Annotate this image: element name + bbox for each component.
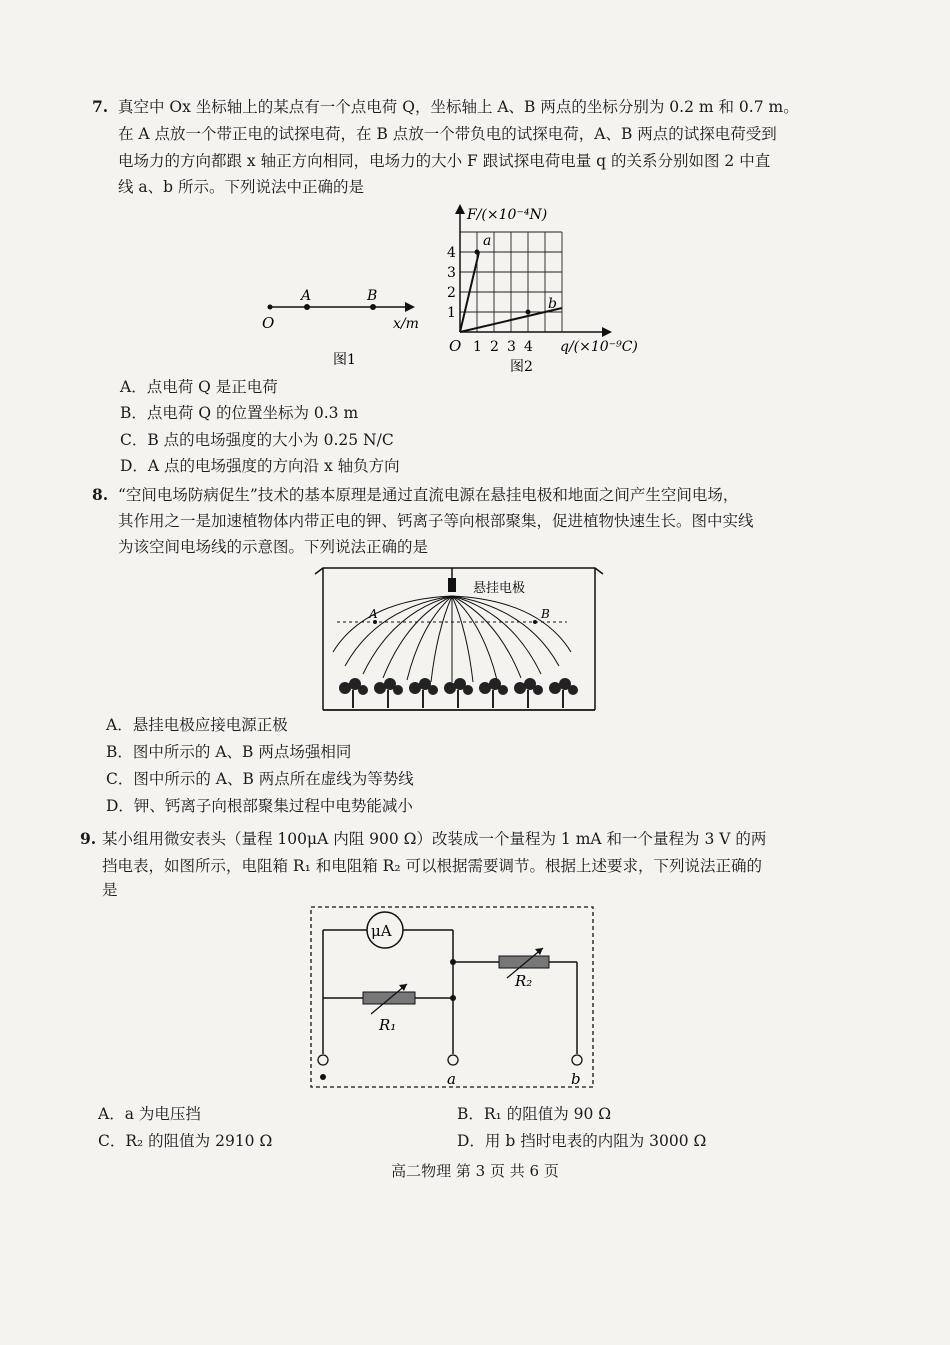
plants bbox=[339, 678, 578, 708]
q8-option-d: D．钾、钙离子向根部聚集过程中电势能减小 bbox=[106, 797, 413, 815]
fig2-caption: 图2 bbox=[510, 359, 533, 375]
ceiling bbox=[315, 568, 603, 574]
q8-number: 8. bbox=[92, 485, 109, 504]
point-a bbox=[304, 304, 310, 310]
label-b: B bbox=[367, 288, 378, 304]
fig1-caption: 图1 bbox=[333, 352, 356, 368]
line-a-point bbox=[475, 250, 480, 255]
q7-line-1: 真空中 Ox 坐标轴上的某点有一个点电荷 Q，坐标轴上 A、B 两点的坐标分别为 0.2 m 和 0.7 m。 bbox=[118, 98, 799, 116]
q9-option-c: C．R₂ 的阻值为 2910 Ω bbox=[98, 1132, 273, 1150]
q7-line-4: 线 a、b 所示。下列说法中正确的是 bbox=[118, 178, 365, 196]
x-tick-1: 1 bbox=[473, 339, 482, 355]
plant-icon bbox=[409, 678, 438, 708]
label-a: A bbox=[369, 607, 378, 621]
q7-number: 7. bbox=[92, 97, 109, 116]
q7-figure-2 bbox=[440, 200, 660, 378]
label-b: B bbox=[541, 607, 550, 621]
microammeter-label: μA bbox=[371, 922, 392, 940]
y-axis-label: F/(×10⁻⁴N) bbox=[467, 207, 548, 223]
q9-option-b: B．R₁ 的阻值为 90 Ω bbox=[457, 1105, 612, 1123]
plant-icon bbox=[339, 678, 368, 708]
y-tick-1: 1 bbox=[447, 305, 456, 321]
terminal-common bbox=[318, 1055, 328, 1065]
q8-line-2: 其作用之一是加速植物体内带正电的钾、钙离子等向根部聚集，促进植物快速生长。图中实线 bbox=[118, 512, 754, 530]
electrode bbox=[448, 578, 456, 592]
q7-option-b: B．点电荷 Q 的位置坐标为 0.3 m bbox=[120, 404, 359, 422]
electrode-label: 悬挂电极 bbox=[473, 581, 526, 596]
q9-option-d: D．用 b 挡时电表的内阻为 3000 Ω bbox=[457, 1132, 707, 1150]
label-a: A bbox=[301, 288, 312, 304]
line-b-label: b bbox=[548, 296, 557, 312]
q7-line-2: 在 A 点放一个带正电的试探电荷，在 B 点放一个带负电的试探电荷，A、B 两点的试探电荷受到 bbox=[118, 125, 777, 143]
q8-line-3: 为该空间电场线的示意图。下列说法正确的是 bbox=[118, 538, 429, 556]
plant-icon bbox=[444, 678, 473, 708]
point-o bbox=[268, 305, 273, 310]
y-tick-2: 2 bbox=[447, 285, 456, 301]
q-axis-arrow bbox=[602, 327, 612, 337]
terminal-b bbox=[572, 1055, 582, 1065]
q9-line-2: 挡电表，如图所示，电阻箱 R₁ 和电阻箱 R₂ 可以根据需要调节。根据上述要求，下列说法正确的 bbox=[102, 857, 762, 875]
line-b-point bbox=[526, 310, 531, 315]
point-b bbox=[533, 620, 537, 624]
x-axis-label: x/m bbox=[393, 316, 419, 332]
plant-icon bbox=[374, 678, 403, 708]
line-a-label: a bbox=[483, 233, 492, 249]
terminal-a-label: a bbox=[447, 1070, 456, 1088]
q9-line-3: 是 bbox=[102, 881, 118, 899]
q7-option-d: D．A 点的电场强度的方向沿 x 轴负方向 bbox=[120, 457, 400, 475]
grid bbox=[460, 232, 562, 332]
y-tick-3: 3 bbox=[447, 265, 456, 281]
q7-option-c: C．B 点的电场强度的大小为 0.25 N/C bbox=[120, 431, 394, 449]
x-axis-arrow bbox=[405, 302, 415, 312]
f-axis-arrow bbox=[455, 204, 465, 214]
q8-option-a: A．悬挂电极应接电源正极 bbox=[106, 716, 288, 734]
point-b bbox=[370, 304, 376, 310]
plant-icon bbox=[549, 678, 578, 708]
q9-number: 9. bbox=[80, 829, 97, 848]
origin-label: O bbox=[449, 337, 462, 355]
plant-icon bbox=[514, 678, 543, 708]
junction bbox=[450, 995, 456, 1001]
terminal-b-label: b bbox=[571, 1070, 581, 1088]
r1-label: R₁ bbox=[379, 1016, 397, 1034]
terminal-a bbox=[448, 1055, 458, 1065]
page-footer: 高二物理 第 3 页 共 6 页 bbox=[391, 1162, 559, 1180]
q7-figure-1 bbox=[255, 280, 435, 370]
plant-icon bbox=[479, 678, 508, 708]
q9-option-a: A．a 为电压挡 bbox=[98, 1105, 201, 1123]
junction bbox=[450, 959, 456, 965]
q7-option-a: A．点电荷 Q 是正电荷 bbox=[120, 378, 278, 396]
q8-option-b: B．图中所示的 A、B 两点场强相同 bbox=[106, 743, 352, 761]
x-tick-2: 2 bbox=[490, 339, 499, 355]
r2-resistor bbox=[499, 956, 549, 968]
x-tick-3: 3 bbox=[507, 339, 516, 355]
q8-field-figure bbox=[305, 560, 605, 718]
q9-line-1: 某小组用微安表头（量程 100μA 内阻 900 Ω）改装成一个量程为 1 mA 和一个量程为 3 V 的两 bbox=[102, 830, 767, 848]
terminal-common-dot bbox=[320, 1074, 326, 1080]
y-tick-4: 4 bbox=[447, 245, 456, 261]
q8-option-c: C．图中所示的 A、B 两点所在虚线为等势线 bbox=[106, 770, 414, 788]
r1-resistor bbox=[363, 992, 415, 1004]
q8-line-1: “空间电场防病促生”技术的基本原理是通过直流电源在悬挂电极和地面之间产生空间电场， bbox=[118, 486, 739, 504]
r2-label: R₂ bbox=[515, 972, 533, 990]
x-tick-4: 4 bbox=[524, 339, 533, 355]
q7-line-3: 电场力的方向都跟 x 轴正方向相同，电场力的大小 F 跟试探电荷电量 q 的关系分别如图 2 中直 bbox=[118, 152, 771, 170]
x-axis-label: q/(×10⁻⁹C) bbox=[560, 339, 638, 355]
label-o: O bbox=[262, 314, 275, 332]
q9-circuit bbox=[305, 902, 600, 1092]
